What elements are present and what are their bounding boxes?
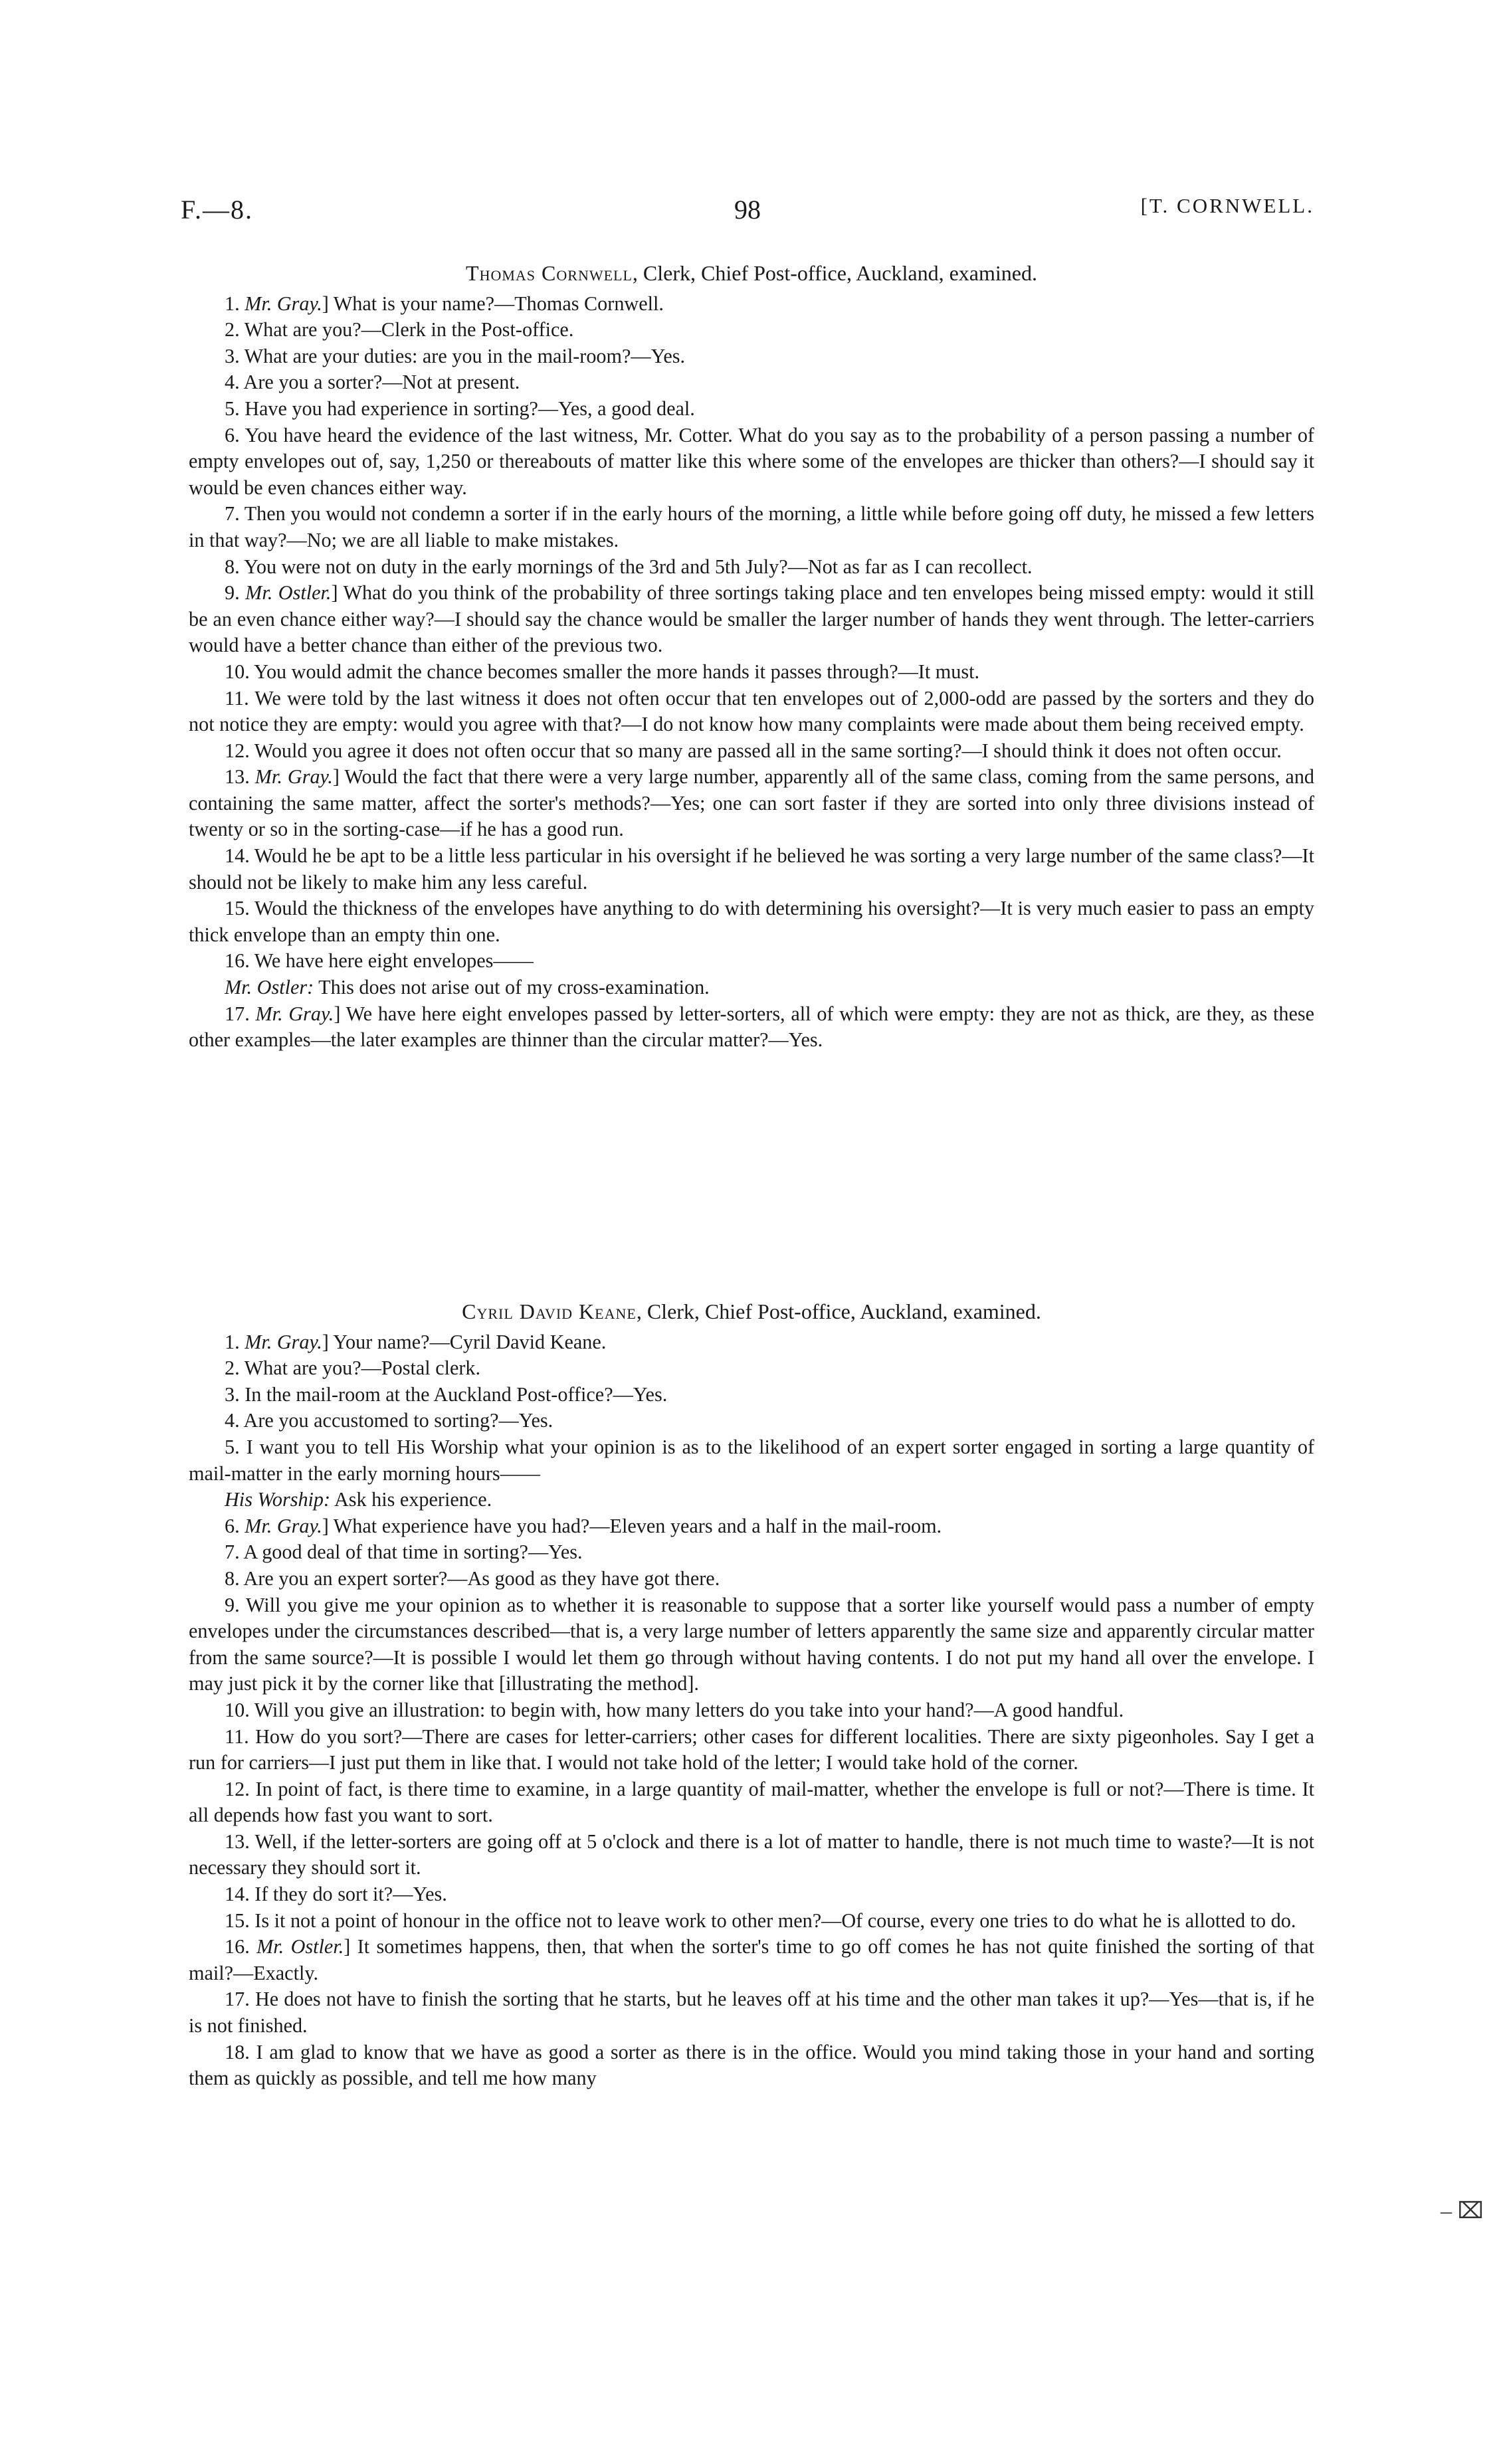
question-number: 13. bbox=[225, 1830, 250, 1853]
qa-text: Would the thickness of the envelopes have anything to do with determining his oversight?—It is very much easier to pass an empty thick envelope than an empty thin one. bbox=[189, 897, 1314, 946]
witness-name: Cyril David Keane bbox=[462, 1299, 637, 1323]
qa-text: Are you a sorter?—Not at present. bbox=[243, 371, 520, 394]
page-header bbox=[181, 194, 1314, 227]
qa-text: You were not on duty in the early mornings of the 3rd and 5th July?—Not as far as I can recollect. bbox=[244, 555, 1033, 578]
question-number: 4. bbox=[225, 371, 240, 394]
question-number: 6. bbox=[225, 423, 240, 446]
speaker-name: His Worship: bbox=[225, 1488, 331, 1511]
qa-paragraph bbox=[189, 1908, 1314, 1935]
qa-paragraph bbox=[189, 291, 1314, 318]
question-number: 18. bbox=[225, 2040, 250, 2063]
qa-paragraph bbox=[189, 1881, 1314, 1908]
qa-paragraph bbox=[189, 1829, 1314, 1881]
qa-paragraph bbox=[189, 896, 1314, 948]
question-number: 7. bbox=[225, 1541, 240, 1564]
qa-text: We were told by the last witness it does not often occur that ten envelopes out of 2,000-odd are passed by the sorters and they do not notice they are empty: would you agree with that?—I do not know how many complaints were made about them being received empty. bbox=[189, 686, 1314, 736]
qa-paragraph bbox=[189, 1434, 1314, 1487]
qa-text: He does not have to finish the sorting that he starts, but he leaves off at his time and the other man takes it up?—Yes—that is, if he is not finished. bbox=[189, 1988, 1315, 2038]
qa-paragraph bbox=[189, 1408, 1314, 1434]
question-number: 5. bbox=[225, 1435, 240, 1458]
question-number: 2. bbox=[225, 318, 240, 341]
qa-text: ] We have here eight envelopes passed by letter-sorters, all of which were empty: they are not as thick, are they, as these other examples—the later examples are thinner than the circular matter?—Yes. bbox=[189, 1002, 1315, 1052]
qa-paragraph bbox=[189, 764, 1314, 843]
qa-text: We have here eight envelopes—— bbox=[254, 949, 534, 973]
question-number: 10. bbox=[225, 660, 250, 683]
qa-paragraph bbox=[189, 975, 1314, 1001]
qa-text: How do you sort?—There are cases for letter-carriers; other cases for different localities. There are sixty pigeonholes. Say I get a run for carriers—I just put them in like that. I would not take hold of the letter; I would take hold of the corner. bbox=[189, 1725, 1314, 1774]
question-number: 3. bbox=[225, 1382, 240, 1406]
qa-paragraph bbox=[189, 423, 1314, 502]
qa-text: ] What is your name?—Thomas Cornwell. bbox=[322, 292, 664, 315]
qa-text: You would admit the chance becomes smaller the more hands it passes through?—It must. bbox=[254, 660, 980, 683]
speaker-name: Mr. Ostler. bbox=[256, 1935, 344, 1958]
qa-text: What are your duties: are you in the mail-room?—Yes. bbox=[244, 344, 686, 367]
speaker-name: Mr. Gray. bbox=[255, 1002, 334, 1025]
qa-paragraph bbox=[189, 501, 1314, 553]
qa-paragraph bbox=[189, 1382, 1314, 1408]
question-number: 2. bbox=[225, 1357, 240, 1380]
qa-paragraph bbox=[189, 369, 1314, 396]
qa-paragraph bbox=[189, 1001, 1314, 1054]
question-number: 14. bbox=[225, 1883, 250, 1906]
qa-text: If they do sort it?—Yes. bbox=[254, 1883, 447, 1906]
qa-list bbox=[189, 1329, 1314, 2092]
question-number: 17. bbox=[225, 1988, 250, 2011]
qa-paragraph bbox=[189, 1934, 1314, 1986]
qa-text: Would he be apt to be a little less particular in his oversight if he believed he was sorting a very large number of the same class?—It should not be likely to make him any less careful. bbox=[189, 844, 1314, 894]
speaker-name: Mr. Gray. bbox=[245, 1330, 322, 1353]
speaker-name: Mr. Gray. bbox=[254, 765, 333, 789]
qa-text: Well, if the letter-sorters are going off at 5 o'clock and there is a lot of matter to handle, there is not much time to waste?—It is not necessary they should sort it. bbox=[189, 1830, 1314, 1879]
question-number: 14. bbox=[225, 844, 250, 868]
margin-mark: – ⌧ bbox=[1441, 2199, 1484, 2224]
question-number: 15. bbox=[225, 1909, 250, 1932]
qa-paragraph bbox=[189, 948, 1314, 975]
section-title bbox=[189, 1299, 1314, 1325]
question-number: 11. bbox=[225, 686, 249, 710]
qa-text: You have heard the evidence of the last witness, Mr. Cotter. What do you say as to the probability of a person passing a number of empty envelopes out of, say, 1,250 or thereabouts of matter like this where some of the envelopes are thicker than others?—I should say it would be even chances either way. bbox=[189, 423, 1314, 499]
question-number: 13. bbox=[225, 765, 250, 789]
speaker-name: Mr. Ostler: bbox=[225, 976, 314, 999]
qa-paragraph bbox=[189, 738, 1314, 765]
qa-paragraph bbox=[189, 1355, 1314, 1382]
qa-text: What are you?—Postal clerk. bbox=[244, 1357, 481, 1380]
qa-text: ] What experience have you had?—Eleven years and a half in the mail-room. bbox=[322, 1514, 942, 1537]
running-head-witness: [T. CORNWELL. bbox=[1140, 194, 1314, 217]
speaker-name: Mr. Gray. bbox=[245, 292, 322, 315]
speaker-name: Mr. Ostler. bbox=[245, 581, 332, 605]
qa-paragraph bbox=[189, 659, 1314, 686]
qa-paragraph bbox=[189, 843, 1314, 896]
qa-text: I am glad to know that we have as good a sorter as there is in the office. Would you mind taking those in your hand and sorting them as quickly as possible, and tell me how many bbox=[189, 2040, 1315, 2090]
question-number: 9. bbox=[225, 581, 240, 605]
question-number: 11. bbox=[225, 1725, 249, 1748]
qa-paragraph bbox=[189, 1697, 1314, 1724]
question-number: 17. bbox=[225, 1002, 250, 1025]
qa-text: Would you agree it does not often occur that so many are passed all in the same sorting?—I should think it does not often occur. bbox=[254, 739, 1282, 762]
question-number: 1. bbox=[225, 292, 240, 315]
qa-paragraph bbox=[189, 1776, 1314, 1829]
question-number: 12. bbox=[225, 739, 250, 762]
qa-paragraph bbox=[189, 343, 1314, 370]
qa-paragraph bbox=[189, 1986, 1314, 2039]
qa-paragraph bbox=[189, 1566, 1314, 1592]
qa-paragraph bbox=[189, 686, 1314, 738]
qa-paragraph bbox=[189, 317, 1314, 343]
witness-description: , Clerk, Chief Post-office, Auckland, examined. bbox=[632, 261, 1037, 285]
qa-paragraph bbox=[189, 554, 1314, 581]
section-title bbox=[189, 260, 1314, 287]
qa-text: ] Your name?—Cyril David Keane. bbox=[322, 1330, 607, 1353]
question-number: 1. bbox=[225, 1330, 240, 1353]
qa-paragraph bbox=[189, 1329, 1314, 1356]
question-number: 15. bbox=[225, 897, 250, 920]
witness-name: Thomas Cornwell bbox=[466, 261, 633, 285]
document-reference: F.—8. bbox=[181, 195, 254, 225]
qa-text: This does not arise out of my cross-examination. bbox=[314, 976, 710, 999]
section-keane bbox=[189, 1299, 1314, 2092]
qa-text: Is it not a point of honour in the office not to leave work to other men?—Of course, every one tries to do what he is allotted to do. bbox=[254, 1909, 1296, 1932]
qa-paragraph bbox=[189, 2039, 1314, 2092]
question-number: 5. bbox=[225, 397, 240, 420]
section-cornwell bbox=[189, 260, 1314, 1054]
witness-description: , Clerk, Chief Post-office, Auckland, examined. bbox=[636, 1299, 1041, 1323]
qa-paragraph bbox=[189, 1724, 1314, 1776]
qa-text: Are you an expert sorter?—As good as they have got there. bbox=[243, 1566, 720, 1590]
qa-text: Then you would not condemn a sorter if in the early hours of the morning, a little while before going off duty, he missed a few letters in that way?—No; we are all liable to make mistakes. bbox=[189, 502, 1314, 551]
qa-text: In point of fact, is there time to examine, in a large quantity of mail-matter, whether the envelope is full or not?—There is time. It all depends how fast you want to sort. bbox=[189, 1777, 1315, 1827]
question-number: 8. bbox=[225, 1566, 240, 1590]
qa-paragraph bbox=[189, 396, 1314, 423]
qa-paragraph bbox=[189, 1539, 1314, 1566]
qa-text: ] It sometimes happens, then, that when the sorter's time to go off comes he has not quite finished the sorting of that mail?—Exactly. bbox=[189, 1935, 1315, 1984]
qa-text: Ask his experience. bbox=[330, 1488, 492, 1511]
question-number: 10. bbox=[225, 1698, 250, 1721]
qa-list bbox=[189, 291, 1314, 1054]
qa-paragraph bbox=[189, 1487, 1314, 1513]
qa-text: Have you had experience in sorting?—Yes, a good deal. bbox=[245, 397, 695, 420]
qa-text: What are you?—Clerk in the Post-office. bbox=[244, 318, 574, 341]
question-number: 6. bbox=[225, 1514, 240, 1537]
question-number: 16. bbox=[225, 1935, 250, 1958]
qa-text: A good deal of that time in sorting?—Yes. bbox=[243, 1541, 583, 1564]
speaker-name: Mr. Gray. bbox=[245, 1514, 322, 1537]
question-number: 16. bbox=[225, 949, 250, 973]
question-number: 9. bbox=[225, 1593, 240, 1616]
qa-paragraph bbox=[189, 1513, 1314, 1540]
qa-paragraph bbox=[189, 580, 1314, 659]
question-number: 12. bbox=[225, 1777, 250, 1800]
qa-text: I want you to tell His Worship what your opinion is as to the likelihood of an expert sorter engaged in sorting a large quantity of mail-matter in the early morning hours—— bbox=[189, 1435, 1314, 1485]
qa-text: Will you give me your opinion as to whether it is reasonable to suppose that a sorter like yourself would pass a number of empty envelopes under the circumstances described—that is, a very large number of letters apparently the same size and apparently circular matter from the same source?—It is possible I would let them go through without having contents. I do not put my hand all over the envelope. I may just pick it by the corner like that [illustrating the method]. bbox=[189, 1593, 1314, 1695]
question-number: 7. bbox=[225, 502, 240, 525]
question-number: 8. bbox=[225, 555, 240, 578]
qa-text: Are you accustomed to sorting?—Yes. bbox=[243, 1409, 553, 1432]
qa-paragraph bbox=[189, 1592, 1314, 1697]
qa-text: Will you give an illustration: to begin with, how many letters do you take into your hand?—A good handful. bbox=[254, 1698, 1124, 1721]
question-number: 3. bbox=[225, 344, 240, 367]
qa-text: ] Would the fact that there were a very large number, apparently all of the same class, coming from the same persons, and containing the same matter, affect the sorter's methods?—Yes; one can sort faster if they are sorted into only three divisions instead of twenty or so in the sorting-case—if he has a good run. bbox=[189, 765, 1315, 841]
qa-text: ] What do you think of the probability of three sortings taking place and ten envelopes being missed empty: would it still be an even chance either way?—I should say the chance would be smaller the larger number of hands they went through. The letter-carriers would have a better chance than either of the previous two. bbox=[189, 581, 1315, 657]
qa-text: In the mail-room at the Auckland Post-office?—Yes. bbox=[245, 1382, 668, 1406]
page-number: 98 bbox=[734, 195, 761, 225]
question-number: 4. bbox=[225, 1409, 240, 1432]
